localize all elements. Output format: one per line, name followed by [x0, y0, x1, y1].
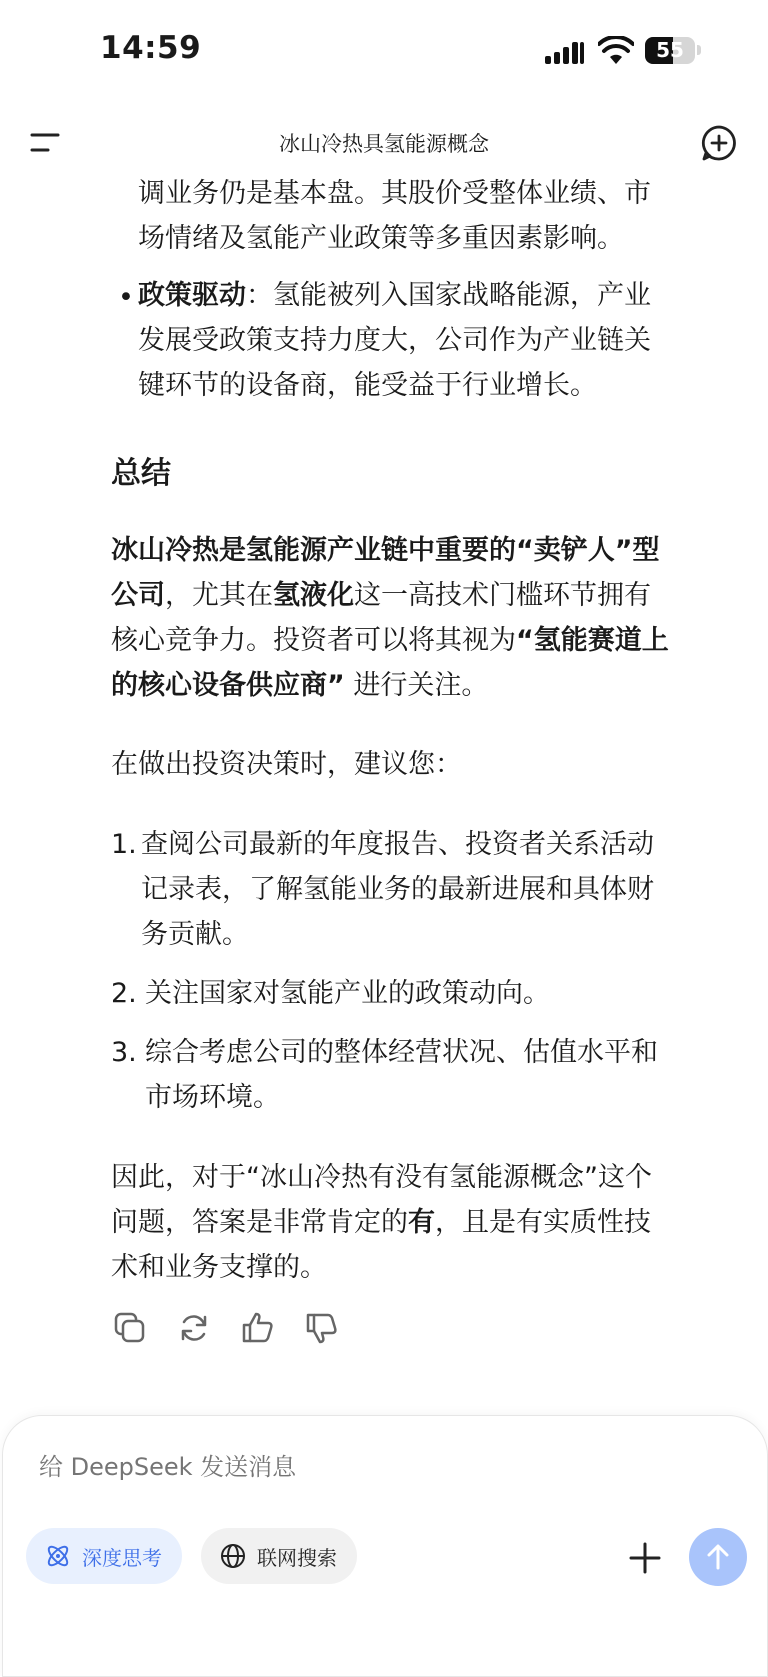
- page-title: 冰山冷热具氢能源概念: [279, 132, 489, 156]
- thumbs-up-icon[interactable]: [240, 1310, 276, 1346]
- bold-text: 冰山冷热是氢能源产业链中重要的“卖铲人”型: [111, 535, 660, 566]
- send-button[interactable]: [689, 1528, 747, 1586]
- battery-percent: 55: [656, 38, 684, 62]
- list-item: 关注国家对氢能产业的政策动向。: [145, 978, 550, 1009]
- web-search-label: 联网搜索: [257, 1545, 337, 1570]
- deep-think-button[interactable]: [26, 1528, 182, 1584]
- text: ，且是有实质性技: [435, 1207, 651, 1238]
- conclusion-line: 术和业务支撑的。: [111, 1252, 327, 1283]
- advice-intro: 在做出投资决策时，建议您：: [111, 749, 462, 780]
- text-line: 发展受政策支持力度大，公司作为产业链关: [138, 325, 651, 356]
- bullet-text: ：氢能被列入国家战略能源，产业: [246, 280, 651, 311]
- add-attachment-icon[interactable]: [623, 1536, 667, 1580]
- bullet-dot: •: [118, 282, 134, 313]
- message-input[interactable]: [37, 1452, 641, 1482]
- conclusion-line: 因此，对于“冰山冷热有没有氢能源概念”这个: [111, 1162, 652, 1193]
- text: ，尤其在: [165, 580, 273, 611]
- bold-text: 公司: [111, 580, 165, 611]
- text: 问题，答案是非常肯定的: [111, 1207, 408, 1238]
- summary-line: [111, 618, 669, 663]
- bold-text: 氢液化: [273, 580, 354, 611]
- text: 核心竞争力。投资者可以将其视为: [111, 625, 516, 656]
- bullet-label: 政策驱动: [138, 280, 246, 311]
- atom-icon: [44, 1542, 72, 1570]
- summary-heading: 总结: [111, 456, 171, 491]
- list-item: 综合考虑公司的整体经营状况、估值水平和: [145, 1037, 658, 1068]
- conclusion-line: [111, 1200, 651, 1245]
- regenerate-icon[interactable]: [176, 1310, 212, 1346]
- text-line: 场情绪及氢能产业政策等多重因素影响。: [138, 223, 624, 254]
- arrow-up-icon: [703, 1542, 733, 1572]
- copy-icon[interactable]: [112, 1310, 148, 1346]
- text: 这一高技术门槛环节拥有: [354, 580, 651, 611]
- top-app-bar: [0, 110, 768, 172]
- bold-text: 有: [408, 1207, 435, 1238]
- globe-icon: [219, 1542, 247, 1570]
- thumbs-down-icon[interactable]: [304, 1310, 340, 1346]
- bold-text: “氢能赛道上: [516, 625, 669, 656]
- list-item: 记录表，了解氢能业务的最新进展和具体财: [141, 874, 654, 905]
- message-composer: [2, 1415, 768, 1677]
- list-number: 3.: [111, 1037, 137, 1068]
- web-search-button[interactable]: [201, 1528, 357, 1584]
- new-chat-icon[interactable]: [700, 124, 738, 162]
- bullet-item: [138, 273, 651, 318]
- status-time: 14:59: [100, 30, 202, 66]
- list-item: 市场环境。: [145, 1082, 280, 1113]
- text: 进行关注。: [353, 670, 489, 701]
- list-item: 务贡献。: [141, 919, 249, 950]
- list-item: 查阅公司最新的年度报告、投资者关系活动: [141, 829, 654, 860]
- list-number: 1.: [111, 829, 137, 860]
- summary-line: [111, 663, 488, 708]
- text-line: 调业务仍是基本盘。其股价受整体业绩、市: [138, 178, 651, 209]
- list-number: 2.: [111, 978, 137, 1009]
- deep-think-label: 深度思考: [82, 1545, 162, 1570]
- text-line: 键环节的设备商，能受益于行业增长。: [138, 370, 597, 401]
- summary-line: [111, 573, 651, 618]
- summary-line: [111, 528, 660, 573]
- bold-text: 的核心设备供应商”: [111, 670, 345, 701]
